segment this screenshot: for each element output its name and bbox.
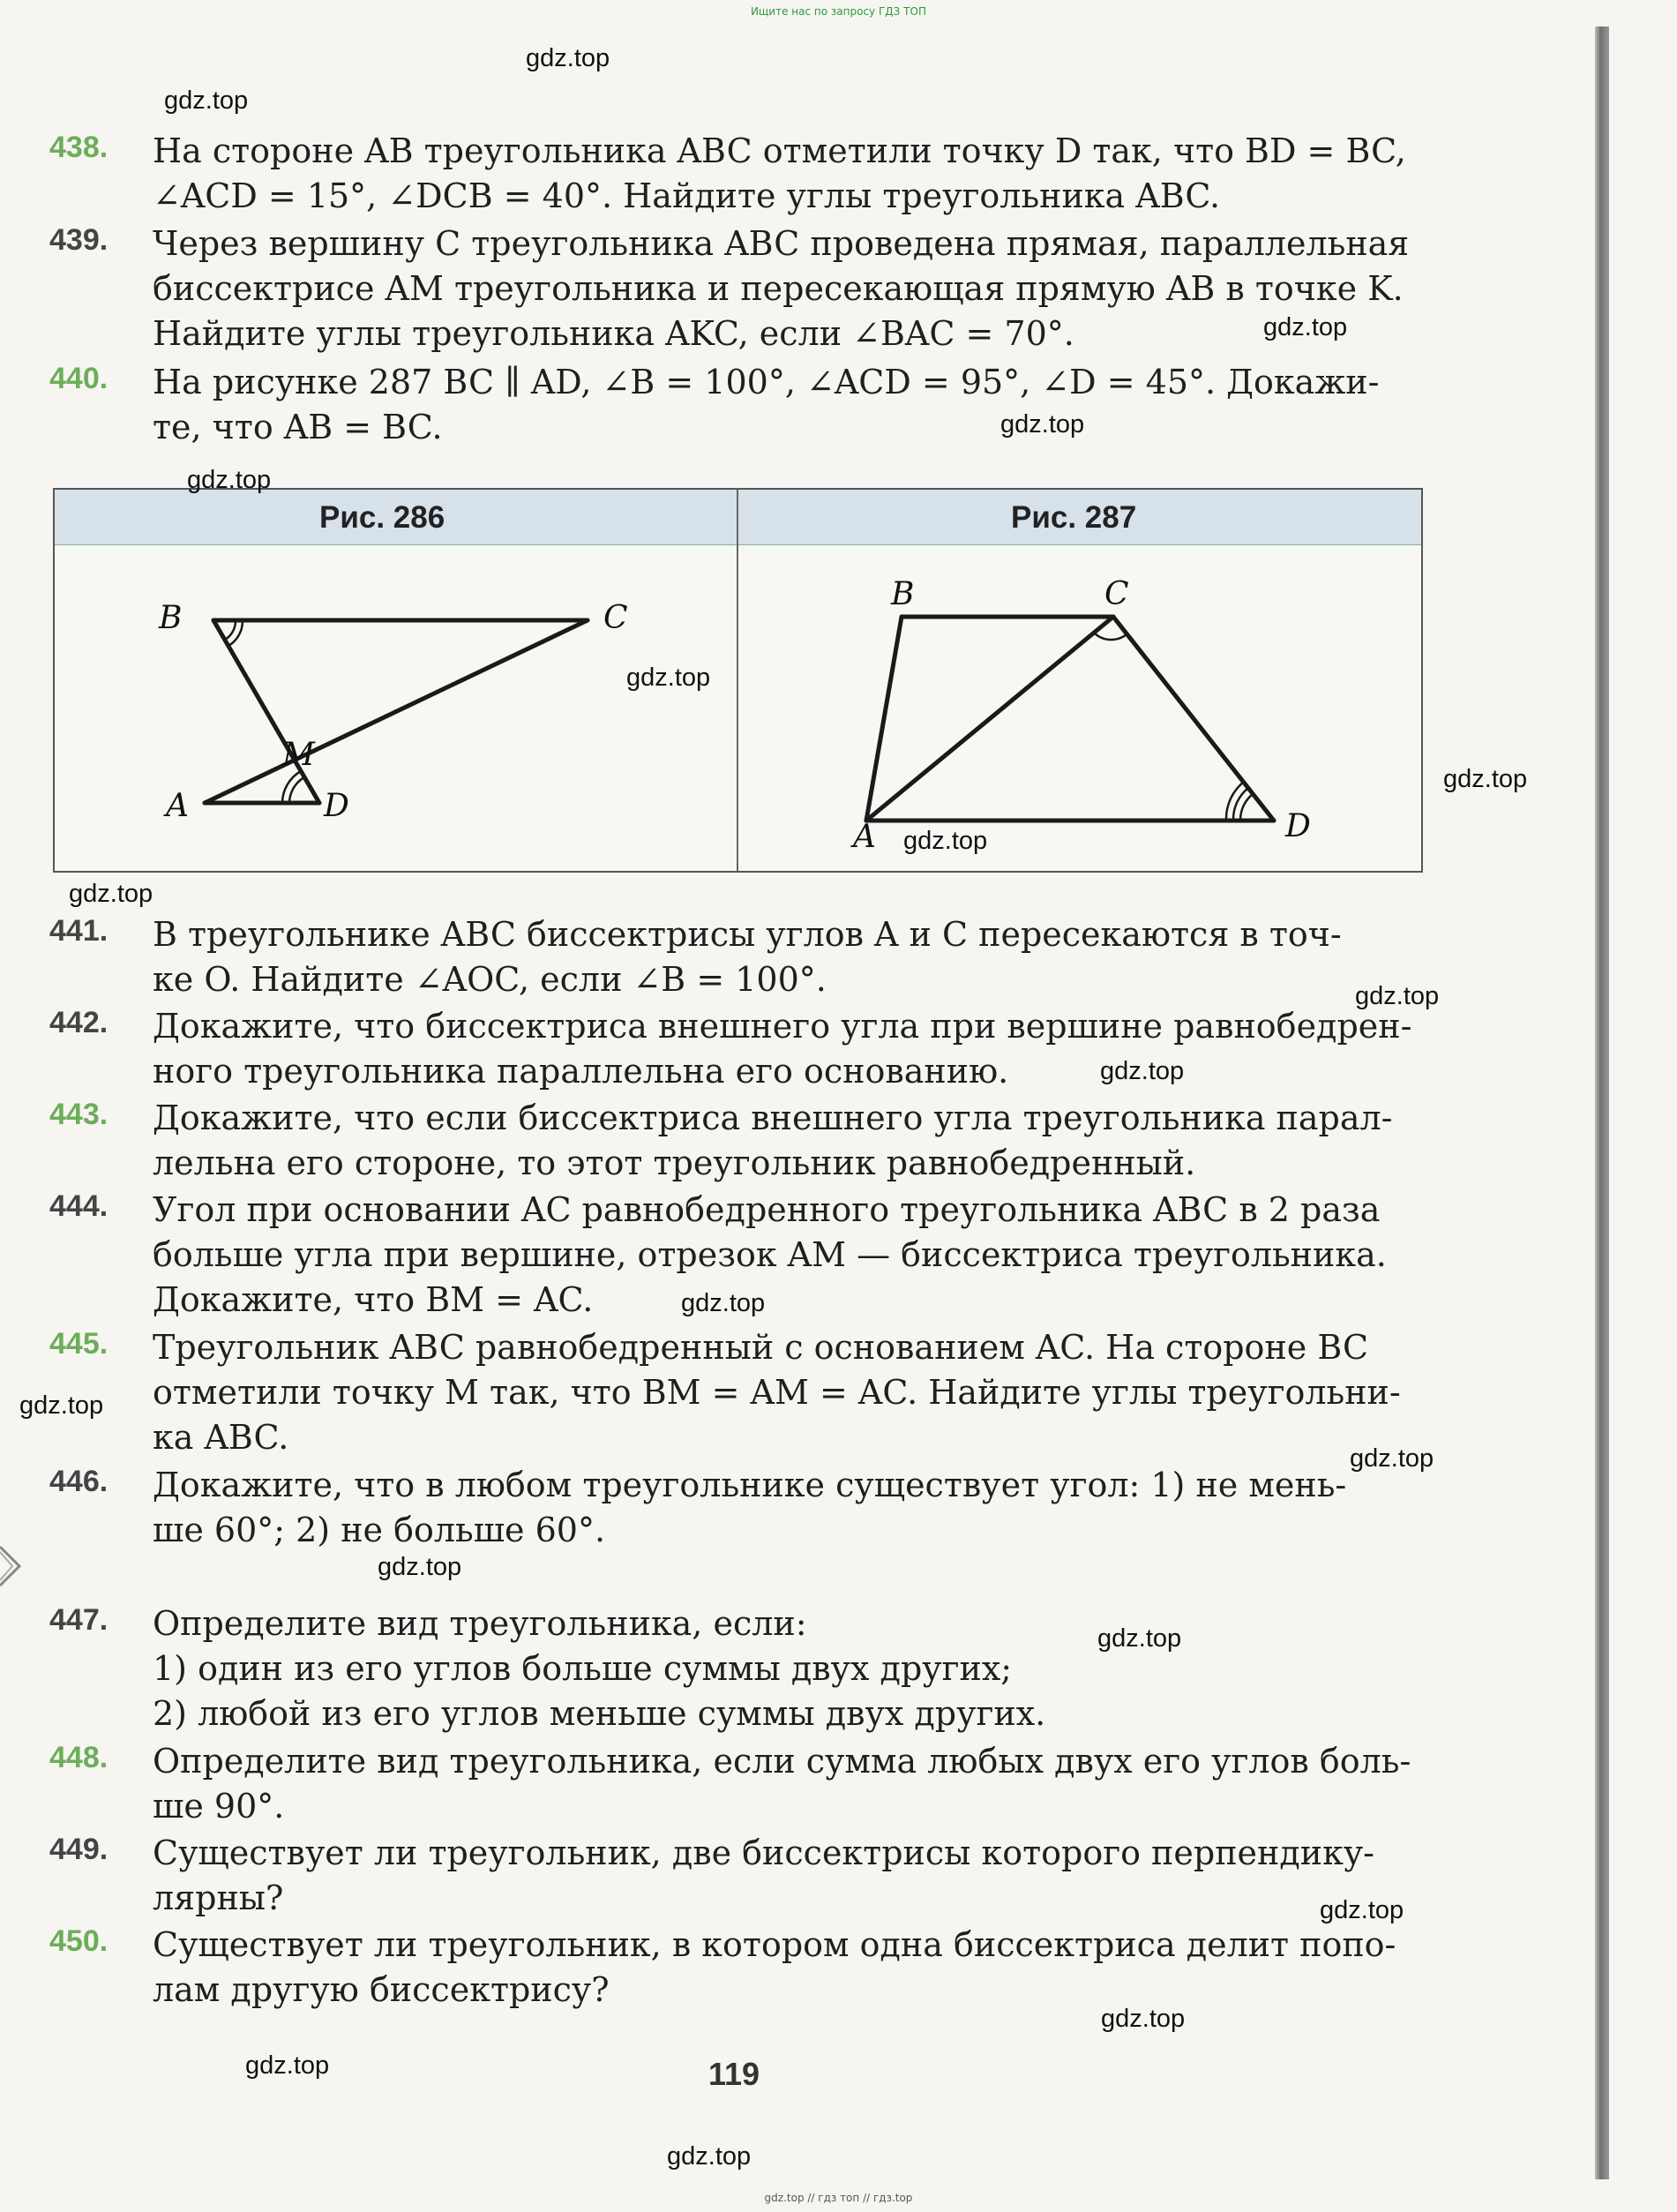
watermark: gdz.top [1263, 313, 1348, 341]
problem-number: 450. [49, 1924, 109, 1958]
angle-mark-d1 [289, 777, 304, 803]
text-line: лам другую биссектрису? [153, 1970, 610, 2009]
label-286-d: D [324, 788, 349, 824]
problem-number: 448. [49, 1741, 109, 1774]
problem-text [153, 221, 1427, 356]
segment-cd [1113, 617, 1274, 821]
problem-text [153, 912, 1427, 1002]
problem-text [153, 1004, 1427, 1094]
angle-mark-d2 [282, 771, 301, 803]
text-line: Докажите, что BM = AC. [153, 1280, 594, 1319]
text-line: Определите вид треугольника, если сумма любых двух его углов боль- [153, 1742, 1411, 1781]
text-line: Докажите, что если биссектриса внешнего угла треугольника парал- [153, 1099, 1393, 1137]
watermark: gdz.top [69, 880, 153, 908]
text-line: Докажите, что биссектриса внешнего угла при вершине равнобедрен- [153, 1007, 1412, 1046]
segment-ba [866, 617, 902, 821]
text-line: те, что AB = BC. [153, 408, 443, 446]
text-line: Треугольник ABC равнобедренный с основанием AC. На стороне BC [153, 1328, 1369, 1367]
text-line: биссектрисе AM треугольника и пересекающая прямую AB в точке K. [153, 269, 1404, 308]
figure-287-title: Рис. 287 [1011, 500, 1137, 535]
label-286-b: B [159, 600, 183, 636]
text-line: лельна его стороне, то этот треугольник равнобедренный. [153, 1143, 1196, 1182]
problem-number: 443. [49, 1098, 109, 1131]
problem-number: 447. [49, 1603, 109, 1637]
watermark: gdz.top [1443, 765, 1528, 793]
text-line: На рисунке 287 BC ∥ AD, ∠B = 100°, ∠ACD = 95°, ∠D = 45°. Докажи- [153, 363, 1380, 401]
figure-286-drawing [205, 620, 588, 803]
text-line: лярны? [153, 1878, 284, 1917]
figure-286-title: Рис. 286 [319, 500, 445, 535]
text-line: ше 90°. [153, 1787, 285, 1826]
problem-text [153, 1096, 1427, 1186]
text-line: Угол при основании AC равнобедренного треугольника ABC в 2 раза [153, 1190, 1381, 1229]
label-287-c: C [1104, 576, 1129, 612]
problem-number: 446. [49, 1465, 109, 1498]
watermark: gdz.top [681, 1289, 766, 1317]
text-line: ка ABC. [153, 1418, 289, 1457]
problem-text [153, 1601, 1427, 1736]
margin-arrow-icon [0, 1540, 53, 1593]
text-line: отметили точку M так, что BM = AM = AC. Найдите углы треугольни- [153, 1373, 1401, 1412]
watermark: gdz.top [245, 2051, 330, 2080]
problem-text [153, 1923, 1427, 2013]
problem-text [153, 1188, 1427, 1323]
problem-number: 438. [49, 131, 109, 164]
label-287-b: B [891, 576, 915, 612]
segment-ca [205, 620, 588, 803]
angle-mark-c [1094, 633, 1127, 640]
problem-number: 442. [49, 1006, 109, 1039]
angle-mark-b1 [225, 620, 236, 640]
figure-287-drawing [866, 617, 1274, 821]
label-287-d: D [1285, 808, 1311, 844]
angle-mark-d1 [1240, 794, 1253, 821]
watermark: gdz.top [19, 1391, 104, 1420]
watermark: gdz.top [164, 86, 249, 115]
watermark: gdz.top [626, 664, 711, 692]
problem-number: 439. [49, 223, 109, 257]
problem-number: 441. [49, 914, 109, 948]
watermark: gdz.top [903, 827, 988, 855]
text-line: На стороне AB треугольника ABC отметили точку D так, что BD = BC, [153, 131, 1406, 170]
text-line: 2) любой из его углов меньше суммы двух других. [153, 1694, 1046, 1733]
problem-text [153, 1739, 1427, 1829]
watermark: gdz.top [1097, 1624, 1182, 1653]
top-notice: Ищите нас по запросу ГДЗ ТОП [751, 5, 926, 18]
problem-text [153, 129, 1427, 219]
page-number: 119 [707, 2056, 760, 2092]
text-line: Определите вид треугольника, если: [153, 1604, 807, 1643]
text-line: Существует ли треугольник, две биссектрисы которого перпендику- [153, 1833, 1375, 1872]
problem-text [153, 1463, 1427, 1553]
watermark: gdz.top [1100, 1057, 1185, 1085]
label-287-a: A [853, 819, 876, 855]
label-286-m: M [282, 737, 315, 773]
text-line: ше 60°; 2) не больше 60°. [153, 1511, 606, 1549]
watermark: gdz.top [667, 2142, 752, 2171]
problem-number: 444. [49, 1189, 109, 1223]
text-line: ке O. Найдите ∠AOC, если ∠B = 100°. [153, 960, 827, 999]
bottom-notice: gdz.top // гдз топ // гдз.top [764, 2192, 913, 2204]
problem-text [153, 1325, 1427, 1460]
book-spine-shadow [1595, 26, 1609, 2179]
text-line: В треугольнике ABC биссектрисы углов A и C пересекаются в точ- [153, 915, 1342, 954]
figures-panel [53, 488, 1423, 873]
problem-number: 445. [49, 1327, 109, 1361]
text-line: ного треугольника параллельна его основанию. [153, 1052, 1009, 1091]
watermark: gdz.top [1350, 1444, 1434, 1473]
watermark: gdz.top [1355, 982, 1440, 1010]
text-line: 1) один из его углов больше суммы двух других; [153, 1649, 1013, 1688]
watermark: gdz.top [1000, 410, 1085, 439]
text-line: Докажите, что в любом треугольнике существует угол: 1) не мень- [153, 1466, 1347, 1504]
watermark: gdz.top [526, 44, 610, 72]
watermark: gdz.top [1101, 2005, 1186, 2033]
text-line: ∠ACD = 15°, ∠DCB = 40°. Найдите углы треугольника ABC. [153, 176, 1221, 215]
watermark: gdz.top [378, 1553, 462, 1581]
label-286-c: C [603, 600, 628, 636]
watermark: gdz.top [187, 466, 272, 494]
problem-number: 440. [49, 362, 109, 395]
text-line: Существует ли треугольник, в котором одна биссектриса делит попо- [153, 1925, 1396, 1964]
figures-drawing [55, 490, 1421, 871]
problem-number: 449. [49, 1833, 109, 1866]
problem-text [153, 1831, 1427, 1921]
problem-text [153, 360, 1427, 450]
segment-ca [866, 617, 1113, 821]
text-line: Через вершину C треугольника ABC проведена прямая, параллельная [153, 224, 1410, 263]
text-line: больше угла при вершине, отрезок AM — биссектриса треугольника. [153, 1235, 1387, 1274]
label-286-a: A [166, 788, 189, 824]
text-line: Найдите углы треугольника AKC, если ∠BAC = 70°. [153, 314, 1074, 353]
watermark: gdz.top [1320, 1896, 1404, 1924]
